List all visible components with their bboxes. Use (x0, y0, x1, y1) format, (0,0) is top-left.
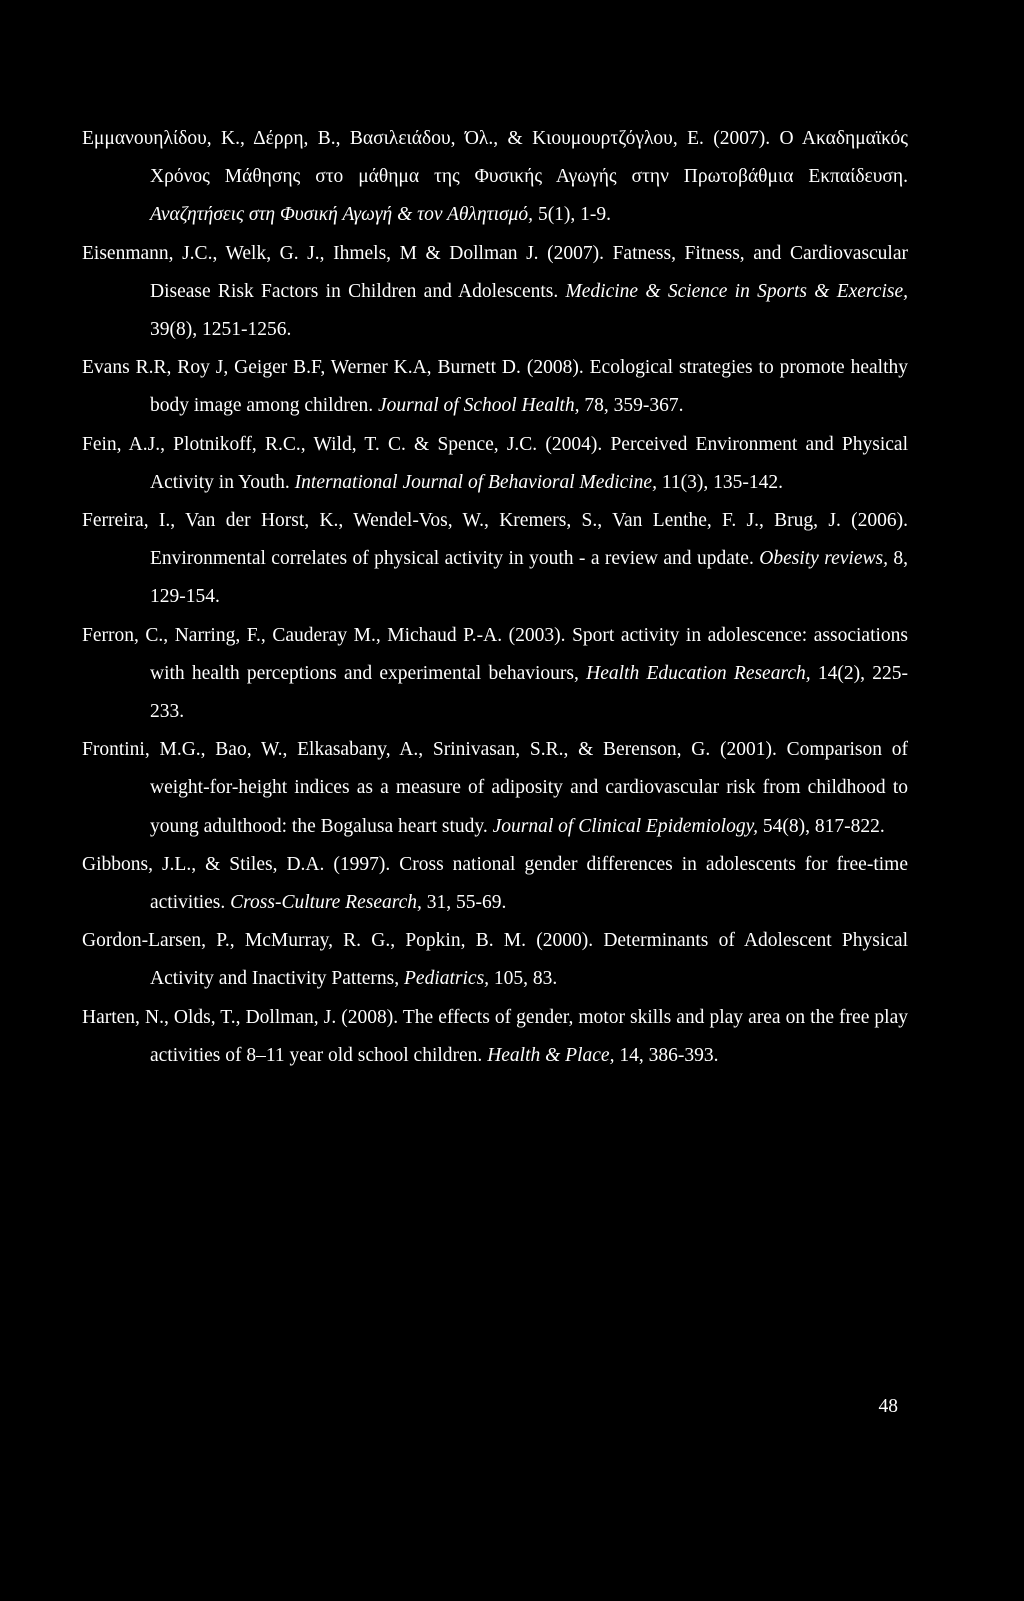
page-number: 48 (878, 1396, 898, 1417)
reference-details: 11(3), 135-142. (656, 471, 783, 493)
reference-text: Gibbons, J.L., & Stiles, D.A. (1997). Cross national gender differences in adolescents for free-time activities. (82, 853, 908, 914)
reference-entry (82, 120, 908, 235)
reference-source: International Journal of Behavioral Medicine, (294, 471, 657, 493)
reference-details: 54(8), 817-822. (758, 815, 885, 837)
reference-details: 31, 55-69. (421, 892, 507, 914)
reference-details: 5(1), 1-9. (533, 204, 612, 226)
reference-source: Health Education Research, (586, 662, 811, 684)
reference-text: Gordon-Larsen, P., McMurray, R. G., Popkin, B. M. (2000). Determinants of Adolescent Physical Activity and Inactivity Patterns, (82, 930, 908, 990)
reference-details: 14(2), 225-233. (150, 662, 909, 723)
reference-source: Journal of School Health, (377, 395, 580, 417)
reference-details: 105, 83. (489, 968, 558, 990)
reference-entry (82, 426, 908, 502)
reference-source: Cross-Culture Research, (230, 892, 422, 914)
reference-source: Medicine & Science in Sports & Exercise, (565, 280, 908, 302)
reference-entry (82, 349, 908, 425)
reference-entry (82, 235, 908, 350)
reference-entry (82, 846, 908, 922)
reference-source: Obesity reviews, (759, 548, 888, 570)
reference-text: Frontini, M.G., Bao, W., Elkasabany, A., Srinivasan, S.R., & Berenson, G. (2001). Comparison of weight-for-height indices as a measure of adiposity and cardiovascular risk from childhood to young adulthood: the Bogalusa heart study. (82, 739, 908, 837)
reference-text: Ferron, C., Narring, F., Cauderay M., Michaud P.-A. (2003). Sport activity in adolescence: associations with health perceptions and experimental behaviours, (82, 624, 908, 684)
reference-list (82, 120, 908, 1075)
reference-details: 8, 129-154. (150, 548, 908, 608)
reference-entry (82, 617, 908, 732)
reference-details: 78, 359-367. (579, 395, 684, 417)
reference-source: Journal of Clinical Epidemiology, (492, 815, 759, 837)
reference-text: Ferreira, I., Van der Horst, K., Wendel-Vos, W., Kremers, S., Van Lenthe, F. J., Brug, J. (2006). Environmental correlates of physical activity in youth - a review and update. (82, 510, 908, 570)
reference-text: Evans R.R, Roy J, Geiger B.F, Werner K.A, Burnett D. (2008). Ecological strategies to promote healthy body image among children. (82, 357, 908, 417)
reference-text: Harten, N., Olds, T., Dollman, J. (2008). The effects of gender, motor skills and play area on the free play activities of 8–11 year old school children. (82, 1006, 908, 1066)
reference-text: Εμμανουηλίδου, Κ., Δέρρη, Β., Βασιλειάδου, Όλ., & Κιουμουρτζόγλου, Ε. (2007). Ο Ακαδημαϊκός Χρόνος Μάθησης στο μάθημα της Φυσικής Αγωγής στην Πρωτοβάθμια Εκπαίδευση. (82, 128, 908, 188)
reference-source: Αναζητήσεις στη Φυσική Αγωγή & τον Αθλητισμό, (150, 204, 534, 226)
reference-text: Fein, A.J., Plotnikoff, R.C., Wild, T. C. & Spence, J.C. (2004). Perceived Environment and Physical Activity in Youth. (82, 433, 908, 493)
reference-entry (82, 502, 908, 617)
reference-source: Health & Place, (487, 1044, 615, 1066)
reference-text: Eisenmann, J.C., Welk, G. J., Ihmels, M & Dollman J. (2007). Fatness, Fitness, and Cardiovascular Disease Risk Factors in Children and Adolescents. (82, 242, 908, 302)
reference-details: 14, 386-393. (614, 1044, 719, 1066)
reference-entry (82, 999, 908, 1075)
reference-details: 39(8), 1251-1256. (150, 319, 292, 341)
reference-source: Pediatrics, (404, 968, 490, 990)
reference-entry (82, 922, 908, 998)
reference-entry (82, 731, 908, 846)
